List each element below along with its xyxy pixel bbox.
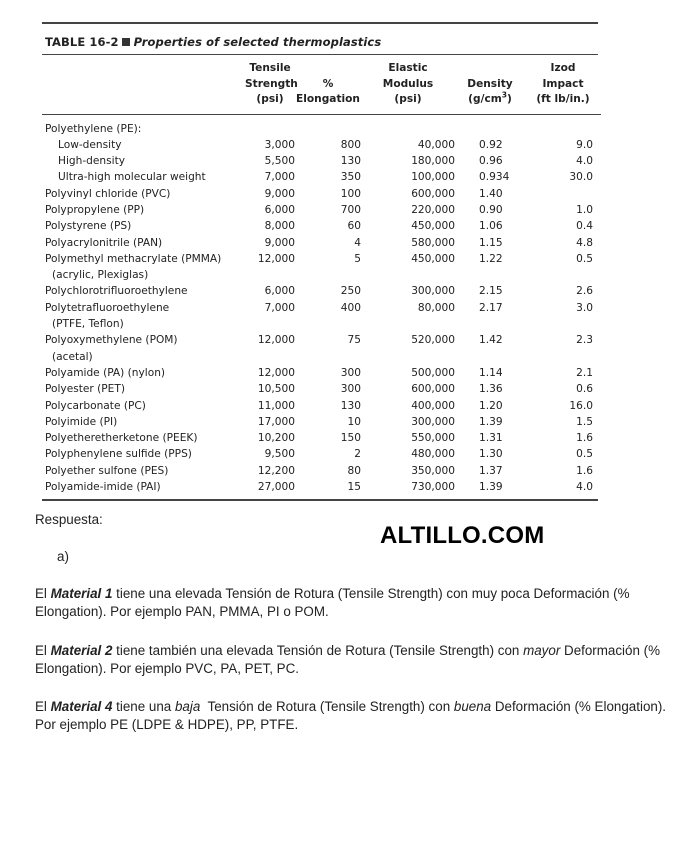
cell-material: Polyphenylene sulfide (PPS) [45,448,192,461]
cell-izod-impact: 1.0 [576,203,593,216]
header-density-line1: Density [467,77,513,90]
table-title: Properties of selected thermoplastics [133,35,382,49]
cell-izod-impact: 1.5 [576,415,593,428]
table-row [42,381,601,397]
cell-izod-impact: 2.3 [576,334,593,347]
p1-material: Material 1 [50,586,113,601]
cell-elastic-modulus: 400,000 [411,399,455,412]
cell-izod-impact [525,186,601,202]
cell-tensile-strength: 6,000 [264,203,295,216]
cell-elongation: 150 [340,432,361,445]
table-row [42,235,601,251]
cell-elastic-modulus: 730,000 [411,481,455,494]
cell-material: Polypropylene (PP) [45,203,145,216]
cell-material: Polyvinyl chloride (PVC) [45,187,171,200]
cell-tensile-strength: 10,200 [257,432,295,445]
caption-square-icon [122,38,130,46]
header-tensile-line1: Tensile [249,62,291,74]
cell-elastic-modulus: 100,000 [411,171,455,184]
table-row [42,153,601,169]
cell-izod-impact: 2.6 [576,285,593,298]
cell-elastic-modulus: 450,000 [411,220,455,233]
cell-material: Polyetheretherketone (PEEK) [45,432,198,445]
cell-izod-impact: 0.4 [576,220,593,233]
cell-izod-impact: 0.5 [576,448,593,461]
p2-mid: tiene también una elevada Tensión de Rotura (Tensile Strength) con [112,643,524,658]
cell-elastic-modulus: 500,000 [411,366,455,379]
paragraph-material-2 [35,642,675,678]
cell-elastic-modulus: 80,000 [417,301,455,314]
cell-elongation: 60 [347,220,361,233]
paragraph-material-4 [35,698,675,734]
cell-izod-impact: 4.0 [576,481,593,494]
cell-material: Polyamide-imide (PAI) [45,481,161,494]
cell-tensile-strength: 3,000 [264,138,295,151]
cell-tensile-strength: 27,000 [257,481,295,494]
cell-elongation: 400 [340,301,361,314]
cell-density: 1.39 [479,481,503,494]
cell-density [455,316,525,332]
cell-elastic-modulus [361,349,455,365]
table-row [42,137,601,153]
cell-density: 2.17 [479,301,503,314]
p2-pre: El [35,643,51,658]
cell-izod-impact [525,267,601,283]
cell-tensile-strength: 11,000 [257,399,295,412]
table-bottom-rule [42,499,598,501]
p3-post: Deformación (% Elongation). Por ejemplo PE (LDPE & HDPE), PP, PTFE. [35,699,667,732]
table-row [42,332,601,348]
header-elastic-modulus [361,55,455,114]
cell-density: 1.40 [479,187,503,200]
cell-tensile-strength: 10,500 [257,383,295,396]
cell-elastic-modulus: 450,000 [411,252,455,265]
cell-izod-impact [525,316,601,332]
p3-emph1: baja [174,699,201,714]
cell-density: 1.39 [479,415,503,428]
cell-izod-impact: 2.1 [576,366,593,379]
p3-pre: El [35,699,51,714]
cell-material: Polycarbonate (PC) [45,399,146,412]
cell-tensile-strength: 5,500 [264,155,295,168]
cell-tensile-strength: 9,000 [264,187,295,200]
table-body [42,115,601,500]
cell-density: 0.96 [479,155,503,168]
table-row [42,446,601,462]
table-row [42,430,601,446]
table-row [42,479,601,499]
p1-post: tiene una elevada Tensión de Rotura (Tensile Strength) con muy poca Deformación (% Elongation). Por ejemplo PAN, PMMA, PI o POM. [35,586,630,619]
cell-izod-impact: 16.0 [569,399,593,412]
cell-density: 1.31 [479,432,503,445]
table-caption [42,24,598,54]
cell-material: Polyacrylonitrile (PAN) [45,236,163,249]
cell-density: 1.36 [479,383,503,396]
cell-material: Polychlorotrifluoroethylene [45,285,188,298]
cell-material: Ultra-high molecular weight [58,171,206,184]
table-row [42,169,601,185]
cell-elongation: 80 [347,464,361,477]
cell-elongation: 700 [340,203,361,216]
header-density-exponent: 3 [501,90,507,100]
cell-elongation: 800 [340,138,361,151]
p2-emph: mayor [523,643,561,658]
header-izod-line3: (ft lb/in.) [536,93,590,105]
cell-izod-impact [525,349,601,365]
table-row [42,115,601,137]
cell-tensile-strength: 9,000 [264,236,295,249]
cell-elongation [295,316,361,332]
cell-tensile-strength [245,316,295,332]
cell-material: Polymethyl methacrylate (PMMA) [45,252,222,265]
cell-elongation: 130 [340,155,361,168]
p2-post: Deformación (% Elongation). Por ejemplo PVC, PA, PET, PC. [35,643,661,676]
cell-elongation: 4 [354,236,361,249]
cell-elongation [295,267,361,283]
cell-density: 1.30 [479,448,503,461]
cell-tensile-strength [245,349,295,365]
p1-pre: El [35,586,51,601]
table-row [42,300,601,316]
cell-density: 1.37 [479,464,503,477]
p3-material: Material 4 [50,699,113,714]
p3-mid: tiene una [112,699,175,714]
cell-density: 2.15 [479,285,503,298]
cell-elastic-modulus: 600,000 [411,187,455,200]
cell-elastic-modulus: 300,000 [411,415,455,428]
cell-material: Polyester (PET) [45,383,125,396]
cell-elongation: 350 [340,171,361,184]
cell-material: Polyethylene (PE): [45,122,142,135]
cell-tensile-strength [245,267,295,283]
watermark-logo: ALTILLO.COM [380,522,545,549]
cell-density [455,115,525,137]
cell-izod-impact: 1.6 [576,464,593,477]
cell-tensile-strength: 17,000 [257,415,295,428]
cell-tensile-strength: 12,000 [257,252,295,265]
cell-elastic-modulus: 350,000 [411,464,455,477]
cell-material: Polyamide (PA) (nylon) [45,366,166,379]
cell-izod-impact: 0.5 [576,252,593,265]
answer-label: Respuesta: [35,512,103,527]
cell-elongation: 100 [340,187,361,200]
cell-elongation: 130 [340,399,361,412]
cell-elastic-modulus: 550,000 [411,432,455,445]
cell-elongation: 250 [340,285,361,298]
cell-izod-impact: 1.6 [576,432,593,445]
header-izod-line2: Impact [542,77,584,90]
cell-tensile-strength: 12,000 [257,334,295,347]
table-number: TABLE 16-2 [45,35,119,49]
answer-item-a: a) [57,549,69,564]
table-row [42,398,601,414]
header-material [42,55,245,114]
cell-tensile-strength: 12,000 [257,366,295,379]
cell-elongation: 15 [347,481,361,494]
cell-material: (acrylic, Plexiglas) [52,269,149,282]
cell-elongation: 5 [354,252,361,265]
cell-elongation: 300 [340,366,361,379]
p2-material: Material 2 [50,643,113,658]
cell-material: Low-density [58,138,122,151]
cell-tensile-strength: 7,000 [264,171,295,184]
header-elongation-line2: Elongation [296,93,360,105]
cell-density: 1.22 [479,252,503,265]
header-tensile-line2: Strength [245,77,298,90]
cell-density: 0.934 [479,171,510,184]
p3-emph2: buena [453,699,492,714]
table-row [42,202,601,218]
cell-material: (PTFE, Teflon) [52,318,124,331]
cell-density: 1.20 [479,399,503,412]
header-tensile-line3: (psi) [256,93,284,105]
cell-material: Polystyrene (PS) [45,220,132,233]
header-tensile-strength [245,55,298,114]
cell-tensile-strength: 8,000 [264,220,295,233]
p3-mid2: Tensión de Rotura (Tensile Strength) con [200,699,454,714]
cell-tensile-strength [245,115,295,137]
cell-density [455,267,525,283]
cell-tensile-strength: 12,200 [257,464,295,477]
cell-tensile-strength: 9,500 [264,448,295,461]
header-density-unit: (g/cm [468,93,502,105]
cell-elastic-modulus: 480,000 [411,448,455,461]
properties-table [42,55,601,499]
header-elongation-line1: % [322,77,334,90]
cell-elastic-modulus: 600,000 [411,383,455,396]
header-density-close: ) [507,93,512,105]
cell-elastic-modulus: 180,000 [411,155,455,168]
cell-density: 0.92 [479,138,503,151]
header-modulus-line3: (psi) [394,93,422,105]
cell-material: Polyether sulfone (PES) [45,464,169,477]
cell-tensile-strength: 6,000 [264,285,295,298]
cell-density [455,349,525,365]
table-row [42,463,601,479]
cell-izod-impact: 0.6 [576,383,593,396]
header-izod-line1: Izod [550,62,576,74]
cell-izod-impact: 4.8 [576,236,593,249]
header-modulus-line2: Modulus [382,77,434,90]
cell-material: High-density [58,155,126,168]
cell-material: Polyoxymethylene (POM) [45,334,178,347]
table-row [42,218,601,234]
cell-elastic-modulus: 300,000 [411,285,455,298]
cell-elongation: 2 [354,448,361,461]
table-row [42,251,601,267]
cell-material: Polytetrafluoroethylene [45,301,170,314]
table-row [42,283,601,299]
properties-table-block [42,22,598,501]
cell-elastic-modulus [361,115,455,137]
cell-elongation: 10 [347,415,361,428]
cell-density: 1.14 [479,366,503,379]
table-row [42,186,601,202]
cell-elongation [295,349,361,365]
cell-izod-impact [525,115,601,137]
header-izod-impact [525,55,601,114]
cell-tensile-strength: 7,000 [264,301,295,314]
cell-elastic-modulus [361,267,455,283]
cell-density: 1.42 [479,334,503,347]
table-row [42,316,601,332]
cell-elastic-modulus: 520,000 [411,334,455,347]
cell-izod-impact: 9.0 [576,138,593,151]
table-row [42,365,601,381]
cell-density: 0.90 [479,203,503,216]
cell-density: 1.06 [479,220,503,233]
cell-material: Polyimide (PI) [45,415,118,428]
cell-elastic-modulus: 220,000 [411,203,455,216]
cell-elongation: 75 [347,334,361,347]
cell-izod-impact: 30.0 [569,171,593,184]
table-row [42,414,601,430]
header-density [455,55,525,114]
header-elongation [295,55,361,114]
table-row [42,349,601,365]
header-modulus-line1: Elastic [388,62,428,74]
cell-elongation: 300 [340,383,361,396]
cell-density: 1.15 [479,236,503,249]
cell-elastic-modulus: 580,000 [411,236,455,249]
paragraph-material-1 [35,585,675,621]
cell-material: (acetal) [52,350,93,363]
table-header [42,55,601,115]
cell-elastic-modulus: 40,000 [417,138,455,151]
cell-izod-impact: 3.0 [576,301,593,314]
cell-elastic-modulus [361,316,455,332]
cell-izod-impact: 4.0 [576,155,593,168]
cell-elongation [295,115,361,137]
table-row [42,267,601,283]
header-row [42,55,601,114]
